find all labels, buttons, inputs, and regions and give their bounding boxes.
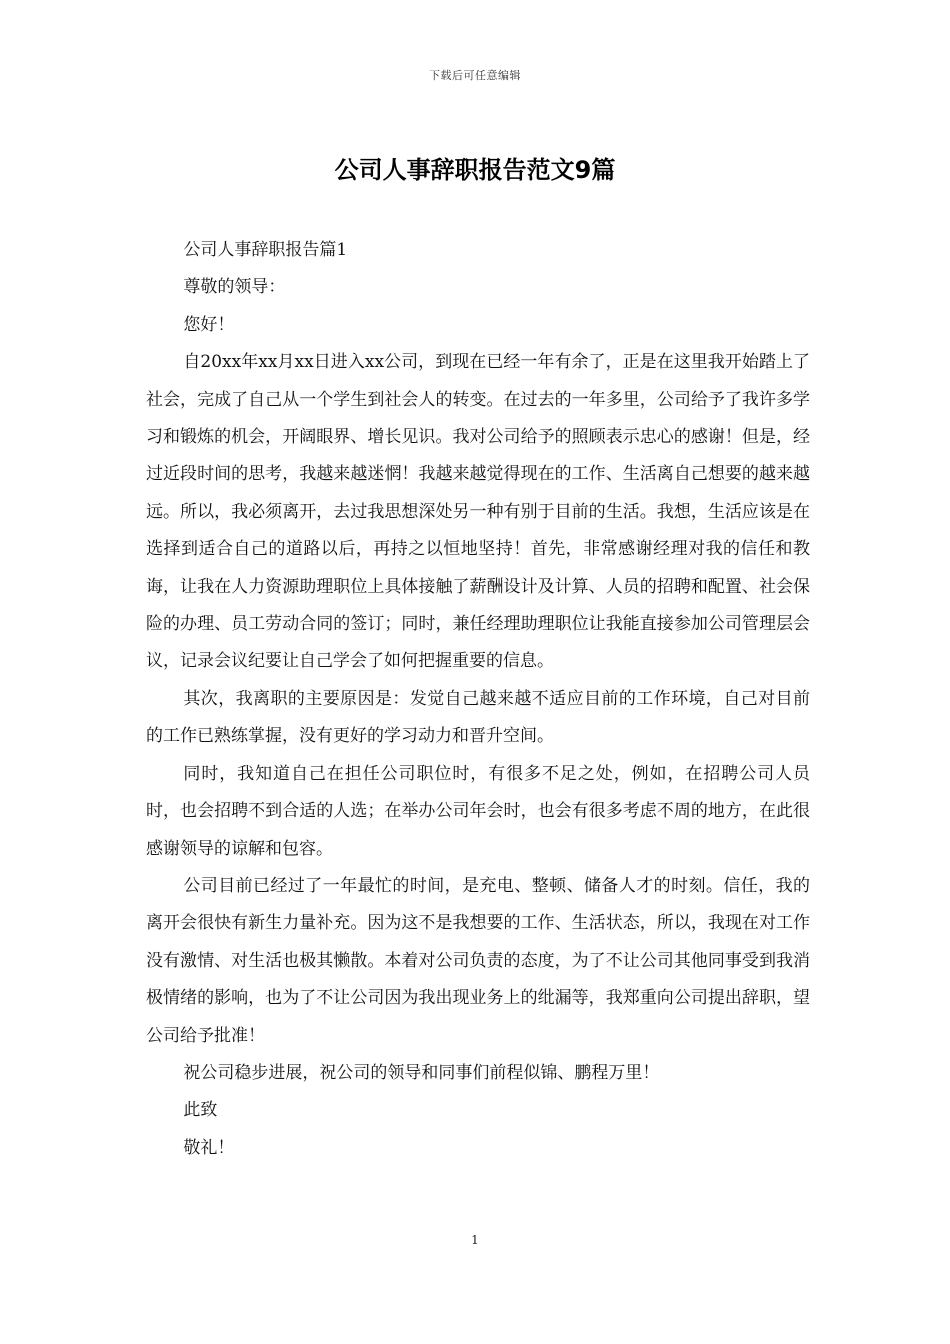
section-heading: 公司人事辞职报告篇1: [183, 240, 348, 260]
greeting: 您好！: [183, 314, 235, 335]
document-body: [146, 232, 810, 1167]
page-header-note: 下载后可任意编辑: [429, 69, 521, 82]
page-number: 1: [471, 1233, 479, 1247]
body-paragraph: 其次，我离职的主要原因是：发觉自己越来越不适应目前的工作环境，自己对目前的工作已熟练掌握，没有更好的学习动力和晋升空间。: [146, 688, 810, 747]
closing-cizhi: 此致: [183, 1100, 218, 1121]
salutation: 尊敬的领导：: [183, 277, 286, 298]
body-paragraph: 自20xx年xx月xx日进入xx公司，到现在已经一年有余了，正是在这里我开始踏上了社会，完成了自己从一个学生到社会人的转变。在过去的一年多里，公司给予了我许多学习和锻炼的机会，开阔眼界、增长见识。我对公司给予的照顾表示忠心的感谢！但是，经过近段时间的思考，我越来越迷惘！我越来越觉得现在的工作、生活离自己想要的越来越远。所以，我必须离开，去过我思想深处另一种有别于目前的生活。我想，生活应该是在选择到适合自己的道路以后，再持之以恒地坚持！首先，非常感谢经理对我的信任和教诲，让我在人力资源助理职位上具体接触了薪酬设计及计算、人员的招聘和配置、社会保险的办理、员工劳动合同的签订；同时，兼任经理助理职位让我能直接参加公司管理层会议，记录会议纪要让自己学会了如何把握重要的信息。: [146, 352, 810, 672]
body-paragraph: 公司目前已经过了一年最忙的时间，是充电、整顿、储备人才的时刻。信任，我的离开会很快有新生力量补充。因为这不是我想要的工作、生活状态，所以，我现在对工作没有激情、对生活也极其懒散。本着对公司负责的态度，为了不让公司其他同事受到我消极情绪的影响，也为了不让公司因为我出现业务上的纰漏等，我郑重向公司提出辞职，望公司给予批准！: [146, 875, 810, 1046]
closing-jingli: 敬礼！: [183, 1137, 235, 1158]
closing-wish: 祝公司稳步进展，祝公司的领导和同事们前程似锦、鹏程万里！: [183, 1062, 660, 1083]
body-paragraph: 同时，我知道自己在担任公司职位时，有很多不足之处，例如，在招聘公司人员时，也会招聘不到合适的人选；在举办公司年会时，也会有很多考虑不周的地方，在此很感谢领导的谅解和包容。: [146, 763, 810, 859]
document-title: 公司人事辞职报告范文9篇: [334, 156, 616, 184]
